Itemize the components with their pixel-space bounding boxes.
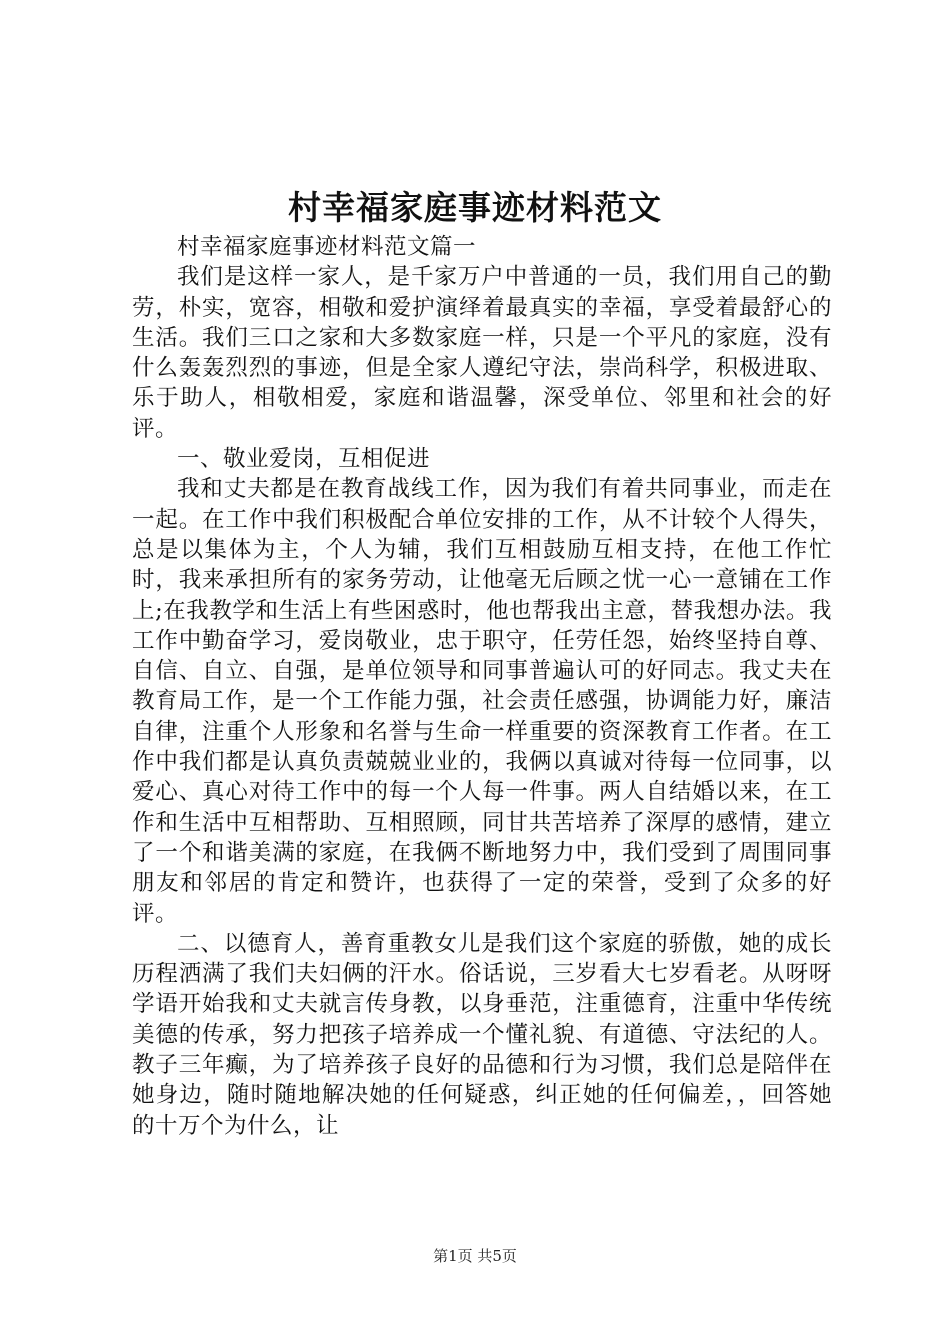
body-paragraph-work: 我和丈夫都是在教育战线工作，因为我们有着共同事业，而走在一起。在工作中我们积极配合单位安排的工作，从不计较个人得失，总是以集体为主，个人为辅，我们互相鼓励互相支持，在他工作忙时，我来承担所有的家务劳动，让他毫无后顾之忧一心一意铺在工作上;在我教学和生活上有些困惑时，他也帮我出主意，替我想办法。我工作中勤奋学习，爱岗敬业，忠于职守，任劳任怨，始终坚持自尊、自信、自立、自强，是单位领导和同事普遍认可的好同志。我丈夫在教育局工作，是一个工作能力强，社会责任感强，协调能力好，廉洁自律，注重个人形象和名誉与生命一样重要的资深教育工作者。在工作中我们都是认真负责兢兢业业的，我俩以真诚对待每一位同事，以爱心、真心对待工作中的每一个人每一件事。两人自结婚以来，在工作和生活中互相帮助、互相照顾，同甘共苦培养了深厚的感情，建立了一个和谐美满的家庭，在我俩不断地努力中，我们受到了周围同事朋友和邻居的肯定和赞许，也获得了一定的荣誉，受到了众多的好评。 <box>132 476 832 927</box>
page-number-footer: 第1页 共5页 <box>433 1247 517 1265</box>
document-title: 村幸福家庭事迹材料范文 <box>288 188 662 227</box>
section-heading-dedication: 一、敬业爱岗，互相促进 <box>177 446 431 473</box>
body-paragraph-education: 二、以德育人，善育重教女儿是我们这个家庭的骄傲，她的成长历程洒满了我们夫妇俩的汗水。俗话说，三岁看大七岁看老。从呀呀学语开始我和丈夫就言传身教，以身垂范，注重德育，注重中华传统美德的传承，努力把孩子培养成一个懂礼貌、有道德、守法纪的人。教子三年癫，为了培养孩子良好的品德和行为习惯，我们总是陪伴在她身边，随时随地解决她的任何疑惑，纠正她的任何偏差，，回答她的十万个为什么，让 <box>132 930 832 1139</box>
document-body <box>132 232 832 1141</box>
section-heading-article-one: 村幸福家庭事迹材料范文篇一 <box>177 234 477 260</box>
intro-paragraph: 我们是这样一家人，是千家万户中普通的一员，我们用自己的勤劳，朴实，宽容，相敬和爱护演绎着最真实的幸福，享受着最舒心的生活。我们三口之家和大多数家庭一样，只是一个平凡的家庭，没有什么轰轰烈烈的事迹，但是全家人遵纪守法，崇尚科学，积极进取、乐于助人，相敬相爱，家庭和谐温馨，深受单位、邻里和社会的好评。 <box>132 264 832 442</box>
